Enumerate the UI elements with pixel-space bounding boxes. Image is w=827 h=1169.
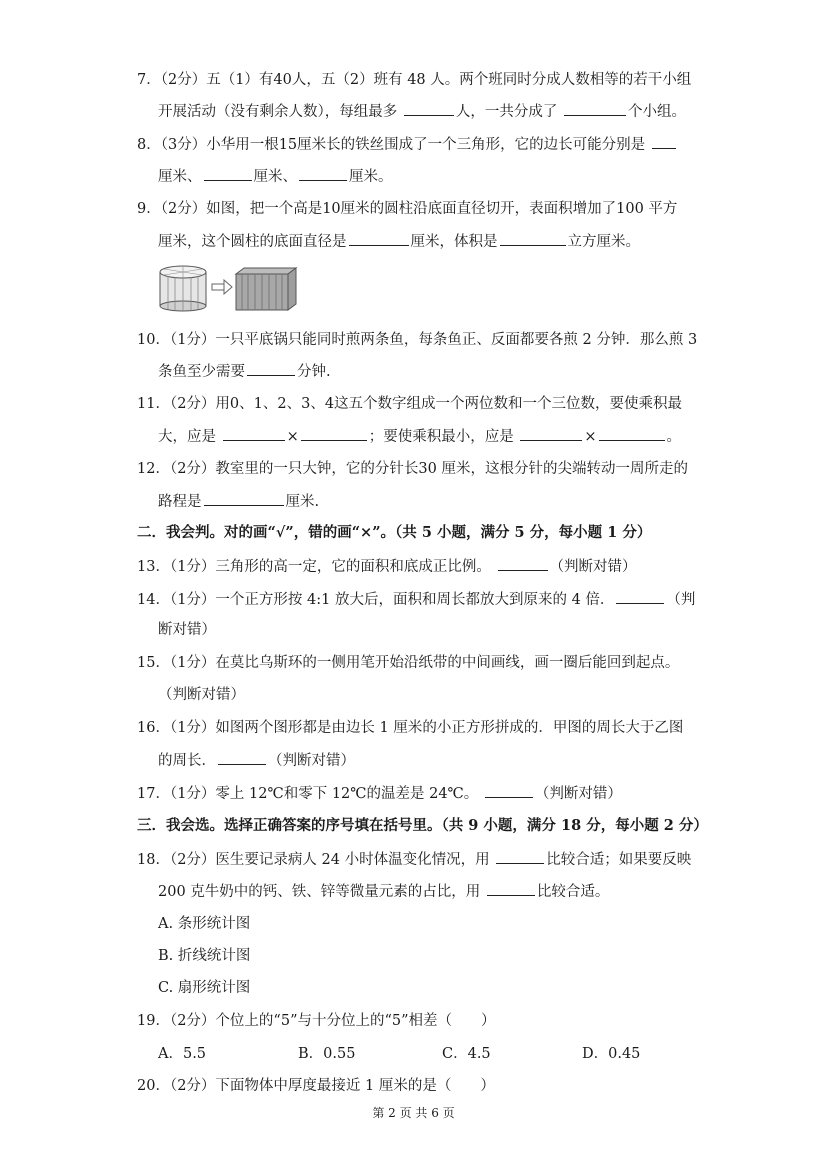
q18-text-b: 比较合适；如果要反映 <box>546 852 692 868</box>
q13-text: 13．（1分）三角形的高一定，它的面积和底成正比例。 <box>137 559 496 575</box>
q19-option-d[interactable]: D．0.45 <box>582 1046 641 1062</box>
q11-blank-1[interactable] <box>223 426 285 441</box>
q16-blank[interactable] <box>218 750 266 765</box>
q10-line1: 10．（1分）一只平底锅只能同时煎两条鱼，每条鱼正、反面都要各煎 2 分钟．那么煎 3 <box>137 332 698 348</box>
q11-blank-2[interactable] <box>301 426 367 441</box>
q19-option-a[interactable]: A．5.5 <box>158 1046 207 1062</box>
q11-times-2: × <box>584 429 597 445</box>
q18-blank-1[interactable] <box>496 849 544 864</box>
cylinder-icon <box>160 266 206 311</box>
section-2-heading: 二．我会判。对的画“√”，错的画“×”。（共 5 小题，满分 5 分，每小题 1 分） <box>137 524 652 541</box>
q9-line2 <box>158 231 640 252</box>
section-3-heading: 三．我会选。选择正确答案的序号填在括号里。（共 9 小题，满分 18 分，每小题 2 分） <box>137 817 708 834</box>
q9-text-a: 厘米，这个圆柱的底面直径是 <box>158 234 347 250</box>
q10-text-a: 条鱼至少需要 <box>158 364 245 380</box>
q18-text-d: 比较合适。 <box>536 884 610 900</box>
q18-line1 <box>137 849 691 870</box>
cylinder-cut-figure <box>158 264 298 312</box>
q20-line1: 20．（2分）下面物体中厚度最接近 1 厘米的是（ ） <box>137 1078 495 1094</box>
q11-text-a: 大，应是 <box>158 429 221 445</box>
q18-text-a: 18．（2分）医生要记录病人 24 小时体温变化情况，用 <box>137 852 495 868</box>
q8-blank-3[interactable] <box>299 166 347 181</box>
q7-text-b: 人，一共分成了 <box>455 104 562 120</box>
q17-line <box>137 783 622 804</box>
q9-blank-1[interactable] <box>349 231 409 246</box>
q7-line2 <box>158 101 686 122</box>
q19-line1: 19．（2分）个位上的“5”与十分位上的“5”相差（ ） <box>137 1013 496 1029</box>
q9-text-c: 立方厘米。 <box>567 234 640 250</box>
q19-option-b[interactable]: B．0.55 <box>298 1046 356 1062</box>
q10-text-b: 分钟. <box>297 364 331 380</box>
q17-text: 17．（1分）零上 12℃和零下 12℃的温差是 24℃。 <box>137 786 483 802</box>
q8-text: 8．（3分）小华用一根15厘米长的铁丝围成了一个三角形，它的边长可能分别是 <box>137 137 650 153</box>
q12-text-b: 厘米. <box>285 494 320 510</box>
q11-text-b: ；要使乘积最小，应是 <box>368 429 519 445</box>
q11-line1: 11．（2分）用0、1、2、3、4这五个数字组成一个两位数和一个三位数，要使乘积最 <box>137 396 683 412</box>
q7-blank-2[interactable] <box>564 101 626 116</box>
q17-judge: （判断对错） <box>534 786 622 802</box>
q8-blank-2[interactable] <box>204 166 252 181</box>
q16-text: 的周长． <box>158 753 216 769</box>
q18-option-a[interactable]: A. 条形统计图 <box>158 916 251 932</box>
q12-blank[interactable] <box>204 491 284 506</box>
page-number-footer: 第 2 页 共 6 页 <box>372 1106 455 1120</box>
q11-blank-4[interactable] <box>599 426 665 441</box>
arrow-right-icon <box>212 280 232 294</box>
q13-judge: （判断对错） <box>549 559 637 575</box>
q17-blank[interactable] <box>485 783 533 798</box>
q9-text-b: 厘米，体积是 <box>410 234 498 250</box>
q7-text-c: 个小组。 <box>627 104 686 120</box>
q12-line1: 12．（2分）教室里的一只大钟，它的分针长30 厘米，这根分针的尖端转动一周所走的 <box>137 461 688 477</box>
cuboid-icon <box>236 268 296 310</box>
q7-text-a: 开展活动（没有剩余人数），每组最多 <box>158 104 402 120</box>
q10-line2 <box>158 361 331 382</box>
q16-line2 <box>158 750 355 771</box>
q9-blank-2[interactable] <box>500 231 566 246</box>
q14-blank[interactable] <box>616 589 664 604</box>
q7-line1: 7．（2分）五（1）有40人，五（2）班有 48 人。两个班同时分成人数相等的若干小组 <box>137 72 692 88</box>
q11-text-c: 。 <box>666 429 682 445</box>
q10-blank[interactable] <box>247 361 295 376</box>
q11-times-1: × <box>286 429 299 445</box>
q8-text-b: 厘米、 <box>253 169 297 185</box>
q18-line2 <box>158 881 609 902</box>
q14-line2: 断对错） <box>158 622 216 638</box>
q18-option-c[interactable]: C. 扇形统计图 <box>158 980 251 996</box>
q12-line2 <box>158 491 319 512</box>
q14-line1 <box>137 589 695 610</box>
q7-blank-1[interactable] <box>404 101 454 116</box>
q11-blank-3[interactable] <box>520 426 582 441</box>
q11-line2 <box>158 426 681 447</box>
q8-line2 <box>158 166 393 187</box>
q18-blank-2[interactable] <box>487 881 535 896</box>
q8-text-c: 厘米。 <box>349 169 393 185</box>
q18-text-c: 200 克牛奶中的钙、铁、锌等微量元素的占比，用 <box>158 884 485 900</box>
q16-judge: （判断对错） <box>268 753 355 769</box>
q14-text: 14．（1分）一个正方形按 4:1 放大后，面积和周长都放大到原来的 4 倍． <box>137 592 615 608</box>
q14-judge: （判 <box>666 592 696 608</box>
q15-line2: （判断对错） <box>158 687 245 703</box>
q8-blank-1[interactable] <box>652 134 676 149</box>
q12-text-a: 路程是 <box>158 494 202 510</box>
q19-option-c[interactable]: C．4.5 <box>442 1046 491 1062</box>
q8-text-a: 厘米、 <box>158 169 202 185</box>
q13-blank[interactable] <box>498 556 548 571</box>
q13-line <box>137 556 637 577</box>
q16-line1: 16．（1分）如图两个图形都是由边长 1 厘米的小正方形拼成的．甲图的周长大于乙图 <box>137 720 684 736</box>
q18-option-b[interactable]: B. 折线统计图 <box>158 948 251 964</box>
q15-line1: 15．（1分）在莫比乌斯环的一侧用笔开始沿纸带的中间画线，画一圈后能回到起点。 <box>137 655 680 671</box>
q8-line1 <box>137 134 678 155</box>
q9-line1: 9．（2分）如图，把一个高是10厘米的圆柱沿底面直径切开，表面积增加了100 平方 <box>137 201 678 217</box>
